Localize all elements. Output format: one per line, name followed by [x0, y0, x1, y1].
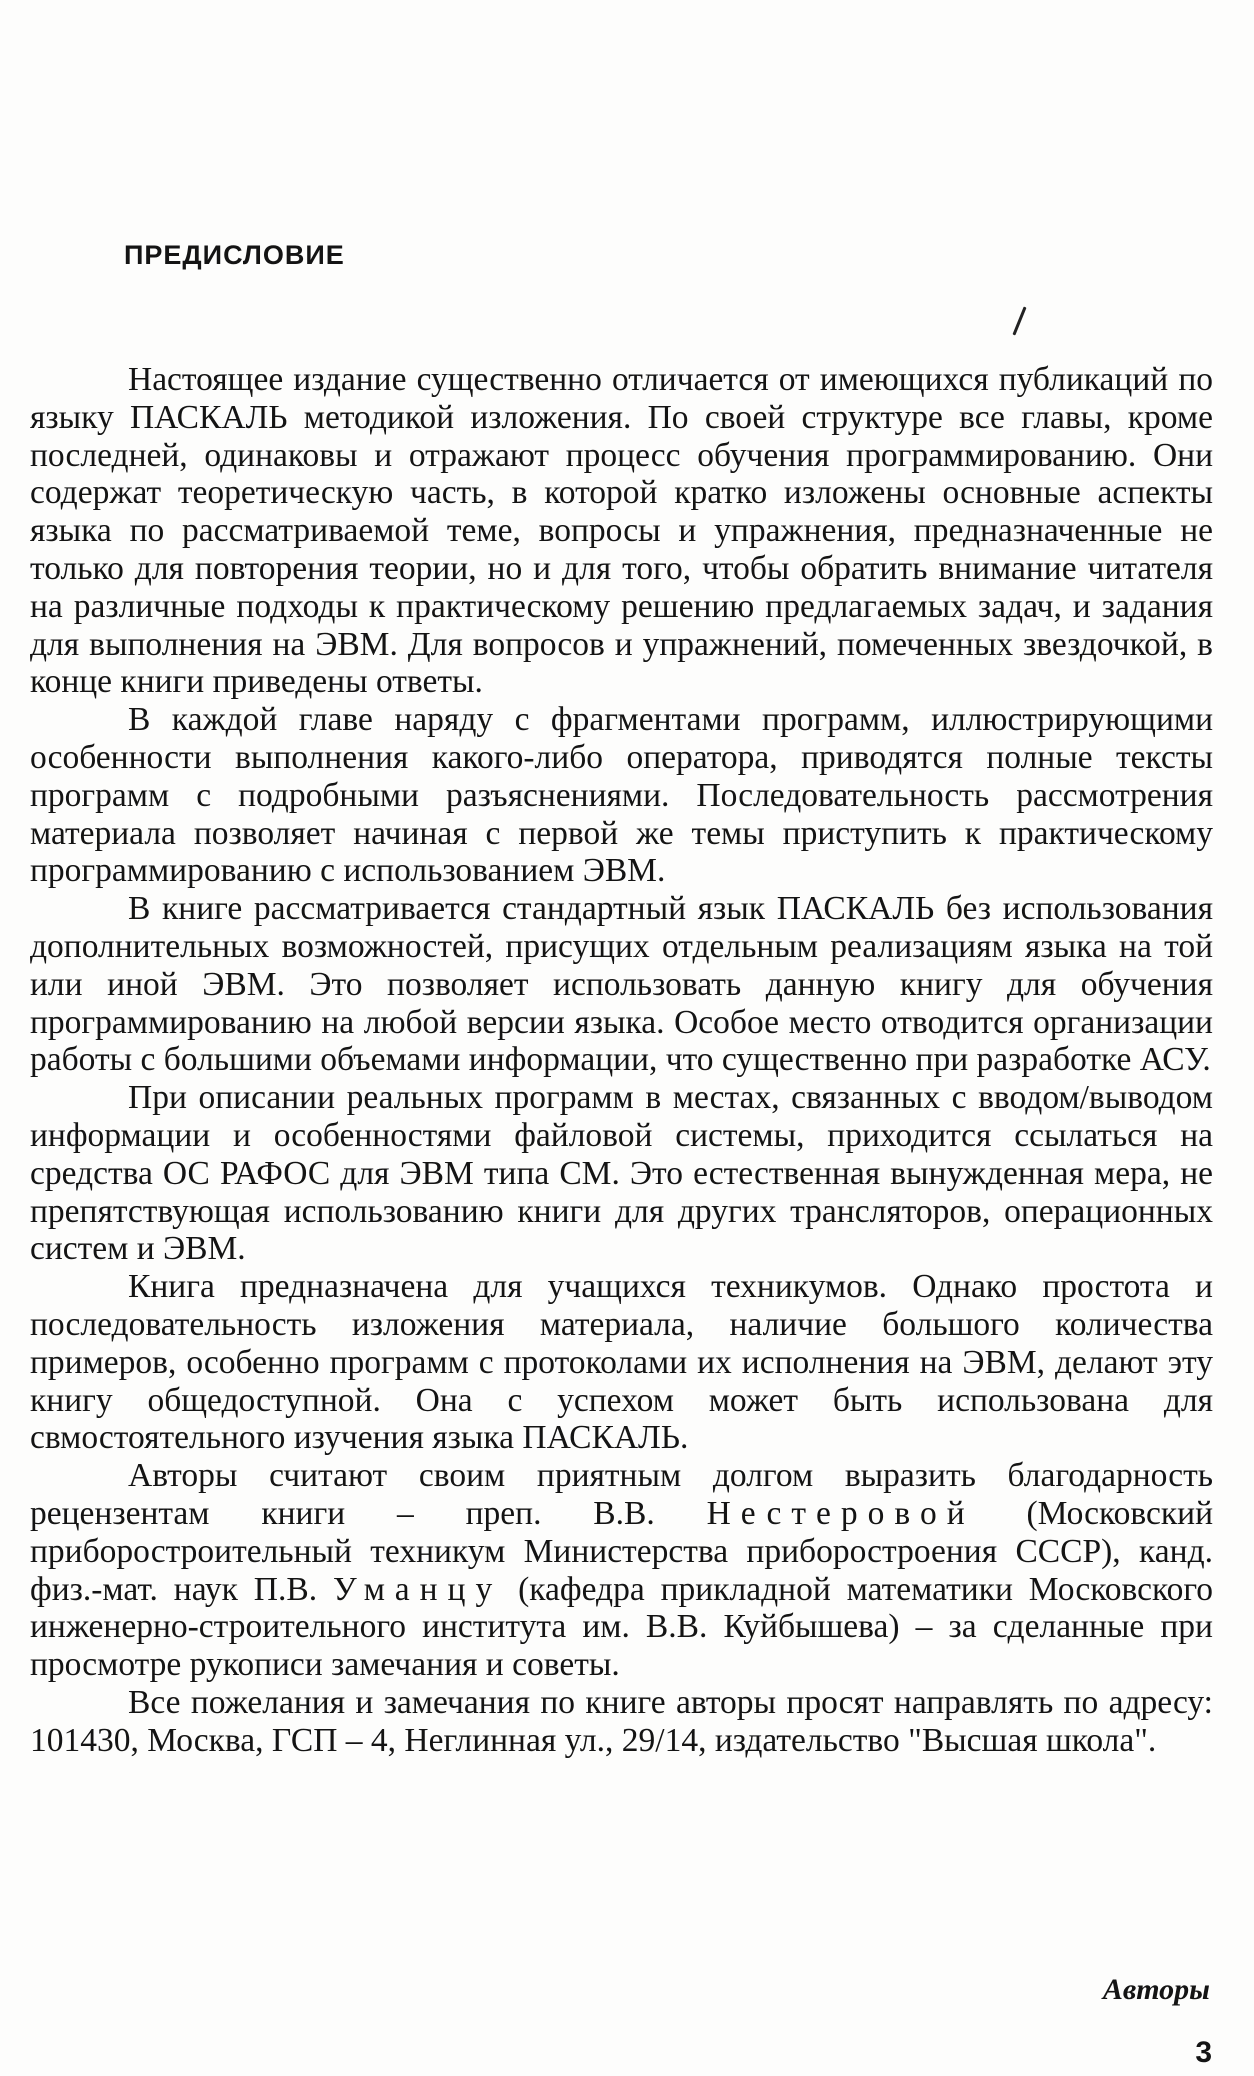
paragraph-7: Все пожелания и замечания по книге авторы просят направлять по адресу: 101430, Москва, ГСП – 4, Неглинная ул., 29/14, издательство "Высшая школа". [30, 1683, 1213, 1759]
paragraph-2: В каждой главе наряду с фрагментами программ, иллюстрирующими особенности выполнения какого-либо оператора, приводятся полные тексты программ с подробными разъяснениями. Последовательность рассмотрения материала позволяет начиная с первой же темы приступить к практическому программированию с использованием ЭВМ. [30, 701, 1213, 890]
paragraph-6-end: (кафедра прикладной математики Московского инженерно-строительного института им. В.В. Куйбышева) – за сделанные при просмотре рукописи замечания и советы. [30, 1570, 1213, 1684]
paragraph-5: Книга предназначена для учащихся техникумов. Однако простота и последовательность изложения материала, наличие большого количества примеров, особенно программ с протоколами их исполнения на ЭВМ, делают эту книгу общедоступной. Она с успехом может быть использована для свмостоятельного изучения языка ПАСКАЛЬ. [30, 1268, 1213, 1457]
reviewer-name-1: Нестеровой [706, 1494, 975, 1532]
reviewer-name-2: Уманцу [333, 1570, 503, 1608]
section-heading: ПРЕДИСЛОВИЕ [124, 240, 345, 270]
pencil-mark-icon [1012, 307, 1026, 336]
preface-body [30, 361, 1213, 1759]
paragraph-1: Настоящее издание существенно отличается от имеющихся публикаций по языку ПАСКАЛЬ методикой изложения. По своей структуре все главы, кроме последней, одинаковы и отражают процесс обучения программированию. Они содержат теоретическую часть, в которой кратко изложены основные аспекты языка по рассматриваемой теме, вопросы и упражнения, предназначенные не только для повторения теории, но и для того, чтобы обратить внимание читателя на различные подходы к практическому решению предлагаемых задач, и задания для выполнения на ЭВМ. Для вопросов и упражнений, помеченных звездочкой, в конце книги приведены ответы. [30, 361, 1213, 701]
paragraph-4: При описании реальных программ в местах, связанных с вводом/выводом информации и особенностями файловой системы, приходится ссылаться на средства ОС РАФОС для ЭВМ типа СМ. Это естественная вынужденная мера, не препятствующая использованию книги для других трансляторов, операционных систем и ЭВМ. [30, 1079, 1213, 1268]
paragraph-3: В книге рассматривается стандартный язык ПАСКАЛЬ без использования дополнительных возможностей, присущих отдельным реализациям языка на той или иной ЭВМ. Это позволяет использовать данную книгу для обучения программированию на любой версии языка. Особое место отводится организации работы с большими объемами информации, что существенно при разработке АСУ. [30, 890, 1213, 1079]
signature: Авторы [1102, 1973, 1210, 2006]
paragraph-6-middle: (Московский приборостроительный техникум Министерства приборостроения СССР), канд. физ.-мат. наук П.В. [30, 1494, 1213, 1608]
page-number: 3 [1195, 2036, 1212, 2069]
paragraph-6 [30, 1457, 1213, 1684]
paragraph-6-start: Авторы считают своим приятным долгом выразить благодарность рецензентам книги – преп. В.В. [30, 1457, 1213, 1532]
